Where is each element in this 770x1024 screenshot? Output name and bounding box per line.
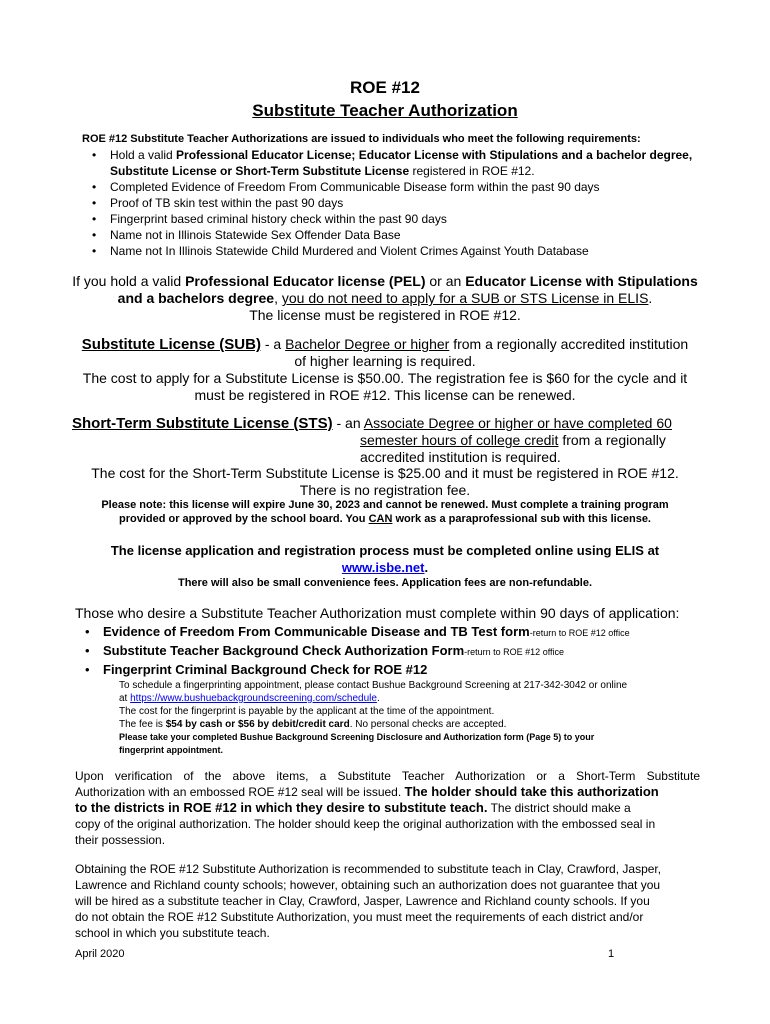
list-item: • Fingerprint based criminal history check within the past 90 days (82, 211, 702, 227)
page-title (0, 78, 770, 121)
pel-paragraph: If you hold a valid Professional Educator license (PEL) or an Educator License with Stipulations and a bachelors degree, you do not need to apply for a SUB or STS License in ELIS. The license must be registered in ROE #12. (72, 273, 698, 323)
isbe-link[interactable]: www.isbe.net (341, 560, 425, 575)
sts-license-section: Short-Term Substitute License (STS) - an Associate Degree or higher or have completed 60 semester hours of college credit from a regionally accredited institution is required. (72, 415, 672, 465)
sub-license-section: Substitute License (SUB) - a Bachelor Degree or higher from a regionally accredited institution of higher learning is required. The cost to apply for a Substitute License is $50.00. The registration fee is $60 for the cycle and it must be registered in ROE #12. This license can be renewed. (81, 336, 689, 403)
title-line-1: ROE #12 (350, 78, 420, 97)
verification-paragraph: Upon verification of the above items, a Substitute Teacher Authorization or a Short-Term Substitute Authorization with an embossed ROE #12 seal will be issued. The holder should take this authorization to the districts in ROE #12 in which they desire to substitute teach. The district should make a copy of the original authorization. The holder should keep the original authorization with the embossed seal in their possession. (75, 769, 700, 847)
authorization-list (75, 623, 715, 678)
list-item: • Name not In Illinois Statewide Child Murdered and Violent Crimes Against Youth Database (82, 243, 702, 259)
sts-heading: Short-Term Substitute License (STS) (72, 415, 333, 432)
authorization-section (75, 605, 715, 757)
sts-note: Please note: this license will expire June 30, 2023 and cannot be renewed. Must complete a training program provided or approved by the school board. You CAN work as a paraprofessional sub with this license. (101, 499, 669, 525)
elis-section: The license application and registration process must be completed online using ELIS at www.isbe.net. There will also be small convenience fees. Application fees are non-refundable. (110, 543, 660, 589)
list-item: • Name not in Illinois Statewide Sex Offender Data Base (82, 227, 702, 243)
sts-cost: The cost for the Short-Term Substitute License is $25.00 and it must be registered in ROE #12. There is no registration fee. (91, 465, 679, 498)
list-item: • Hold a valid Professional Educator License; Educator License with Stipulations and a bachelor degree, Substitute License or Short-Term Substitute License registered in ROE #12. (82, 147, 702, 179)
footer-date: April 2020 (75, 948, 125, 960)
bushue-link[interactable]: https://www.bushuebackgroundscreening.com/schedule (130, 693, 377, 704)
requirements-list (82, 147, 702, 259)
fingerprint-details: To schedule a fingerprinting appointment, please contact Bushue Background Screening at 217-342-3042 or online at https://www.bushuebackgroundscreening.com/schedule. The cost for the fingerprint is payable by the applicant at the time of the appointment. The fee is $54 by cash or $56 by debit/credit card. No personal checks are accepted. Please take your completed Bushue Background Screening Disclosure and Authorization form (Page 5) to your fingerprint appointment. (119, 680, 628, 755)
authorization-intro: Those who desire a Substitute Teacher Authorization must complete within 90 days of application: (75, 605, 680, 621)
title-line-2: Substitute Teacher Authorization (252, 101, 518, 120)
page-number: 1 (608, 948, 615, 960)
list-item: • Substitute Teacher Background Check Authorization Form-return to ROE #12 office (75, 642, 715, 661)
list-item: • Fingerprint Criminal Background Check for ROE #12 (75, 661, 715, 678)
sub-heading: Substitute License (SUB) (81, 336, 261, 353)
list-item: • Evidence of Freedom From Communicable Disease and TB Test form-return to ROE #12 office (75, 623, 715, 642)
list-item: • Completed Evidence of Freedom From Communicable Disease form within the past 90 days (82, 179, 702, 195)
requirements-section (82, 133, 702, 259)
requirements-intro: ROE #12 Substitute Teacher Authorizations are issued to individuals who meet the following requirements: (82, 133, 641, 145)
obtaining-paragraph: Obtaining the ROE #12 Substitute Authorization is recommended to substitute teach in Clay, Crawford, Jasper, Lawrence and Richland county schools; however, obtaining such an authorization does not guarantee that you will be hired as a substitute teacher in Clay, Crawford, Jasper, Lawrence and Richland county schools. If you do not obtain the ROE #12 Substitute Authorization, you must meet the requirements of each district and/or school in which you substitute teach. (75, 862, 662, 940)
list-item: • Proof of TB skin test within the past 90 days (82, 195, 702, 211)
